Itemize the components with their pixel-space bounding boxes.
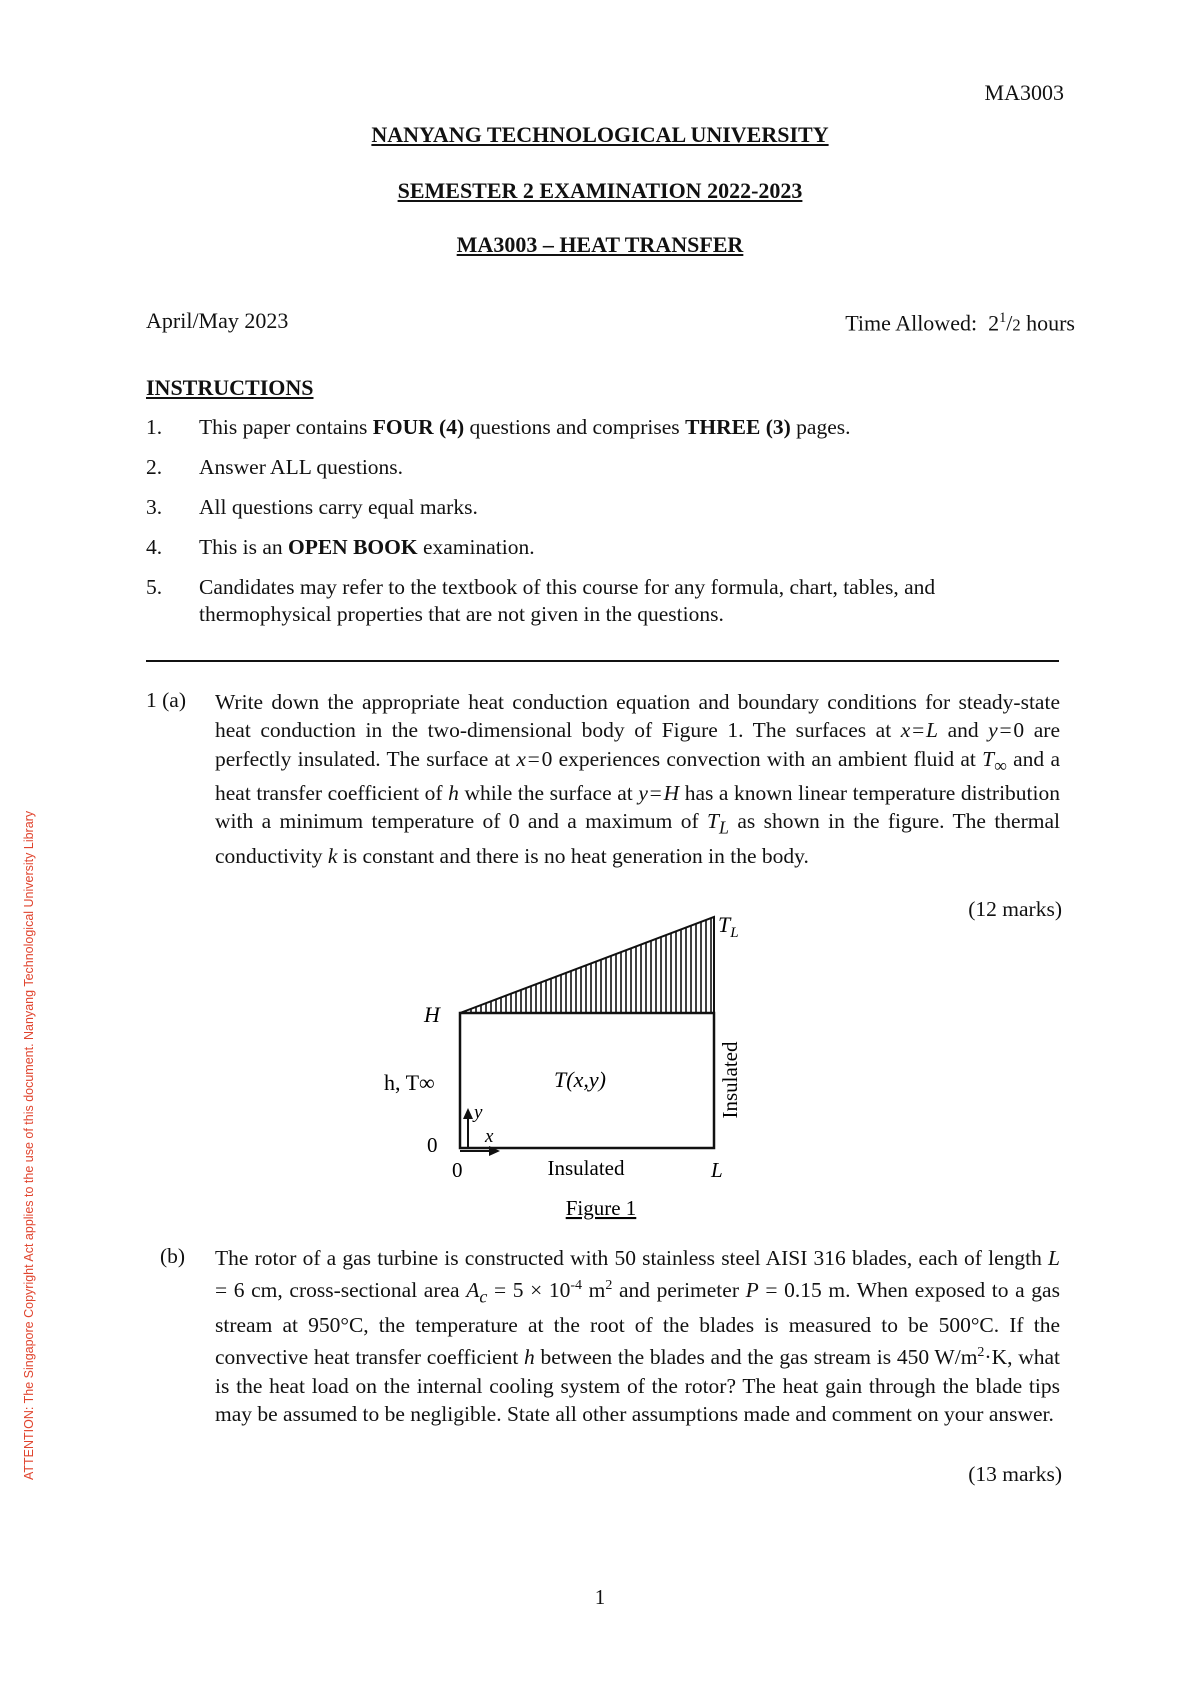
section-divider bbox=[146, 660, 1059, 662]
question-1a-text: Write down the appropriate heat conduction equation and boundary conditions for steady-state heat conduction in the two-dimensional body of Figure 1. The surfaces at x = L and y = 0 are perfectly insulated. The surface at x = 0 experiences convection with an ambient fluid at $T_\infty$ and a heat transfer coefficient of h while the surface at y = H has a known linear temperature distribution with a minimum temperature of 0 and a maximum of $T_L$ as shown in the figure. The thermal conductivity k is constant and there is no heat generation in the body. bbox=[215, 690, 1060, 869]
top-temperature-label: $T_L$ bbox=[718, 912, 739, 941]
course-code: MA3003 bbox=[984, 80, 1064, 105]
y-origin-label: 0 bbox=[427, 1133, 438, 1157]
length-label: L bbox=[711, 1158, 723, 1182]
copyright-watermark: ATTENTION: The Singapore Copyright Act applies to the use of this document. Nanyang Technological University Library bbox=[22, 810, 36, 1480]
y-axis-label: y bbox=[474, 1102, 483, 1123]
x-origin-label: 0 bbox=[452, 1158, 463, 1182]
instructions-title: INSTRUCTIONS bbox=[146, 375, 314, 400]
question-1b-text: The rotor of a gas turbine is constructed with 50 stainless steel AISI 316 blades, each of length L = 6 cm, cross-sectional area $A_c = 5 \times 10^{-4}$ $m^2$ and perimeter P = 0.15 m. When exposed to a gas stream at 950°C, the temperature at the root of the blades is measured to be 500°C. If the convective heat transfer coefficient h between the blades and the gas stream is 450 $W/m^2\cdot K$, what is the heat load on the internal cooling system of the rotor? The heat gain through the blade tips may be assumed to be negligible. State all other assumptions made and comment on your answer. bbox=[215, 1246, 1060, 1427]
time-allowed: Time Allowed: $2^1/2$ hours bbox=[845, 310, 1075, 336]
list-item: 4. This is an OPEN BOOK examination. bbox=[146, 535, 535, 559]
exam-date: April/May 2023 bbox=[146, 308, 289, 333]
list-item: 1. This paper contains FOUR (4) questions and comprises THREE (3) pages. bbox=[146, 415, 851, 439]
list-item: 5. Candidates may refer to the textbook of this course for any formula, chart, tables, and thermophysical properties that are not given in the questions. bbox=[146, 575, 936, 626]
convection-label: h, T∞ bbox=[384, 1070, 435, 1095]
y-axis-arrowhead bbox=[463, 1108, 473, 1119]
question-1b-label: (b) bbox=[160, 1244, 186, 1268]
exam-title: SEMESTER 2 EXAMINATION 2022-2023 bbox=[397, 178, 803, 203]
figure-1 bbox=[380, 895, 760, 1225]
question-1a-marks: (12 marks) bbox=[968, 897, 1062, 921]
temperature-field-label: T(x,y) bbox=[554, 1067, 606, 1092]
question-1b-marks: (13 marks) bbox=[968, 1462, 1062, 1486]
height-label: H bbox=[424, 1002, 440, 1027]
bottom-insulated-label: Insulated bbox=[547, 1156, 625, 1180]
page-number: 1 bbox=[594, 1585, 606, 1609]
list-item: 3. All questions carry equal marks. bbox=[146, 495, 478, 519]
course-title: MA3003 – HEAT TRANSFER bbox=[456, 232, 744, 257]
right-insulated-label: Insulated bbox=[718, 1041, 742, 1119]
question-1a-label: 1 (a) bbox=[146, 688, 186, 712]
university-name: NANYANG TECHNOLOGICAL UNIVERSITY bbox=[371, 122, 829, 147]
list-item: 2. Answer ALL questions. bbox=[146, 455, 404, 479]
figure-caption: Figure 1 bbox=[565, 1196, 637, 1220]
x-axis-label: x bbox=[485, 1126, 494, 1147]
instructions-list bbox=[146, 414, 1061, 641]
